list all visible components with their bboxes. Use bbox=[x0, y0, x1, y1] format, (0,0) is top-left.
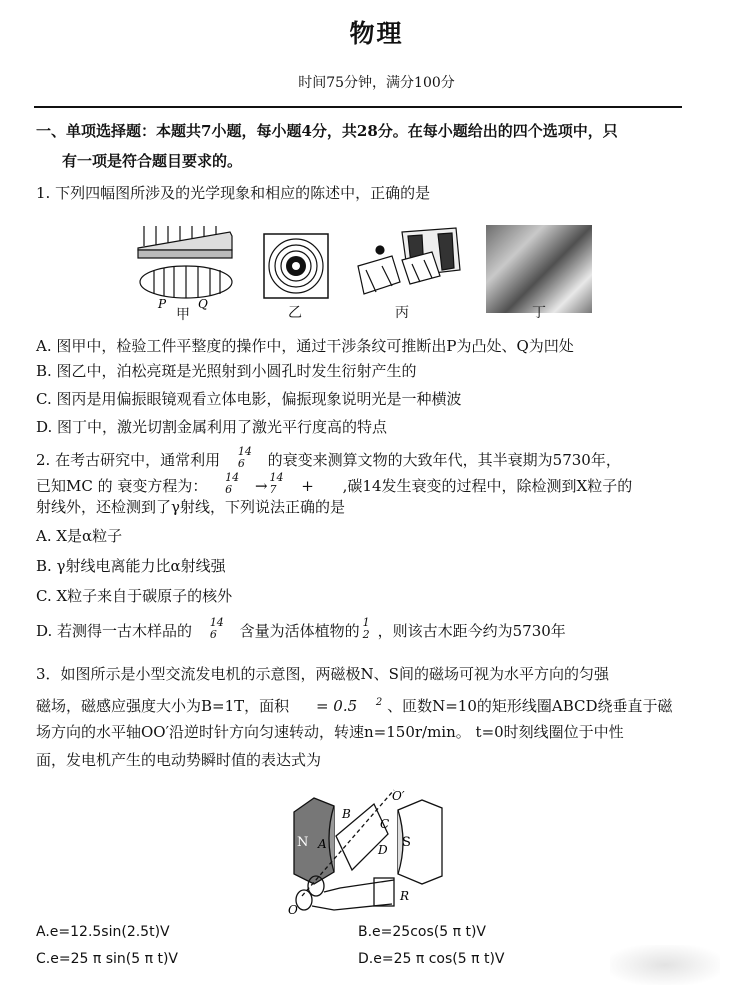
decay-product-symbol bbox=[269, 471, 284, 496]
q3-generator-figure bbox=[282, 788, 452, 920]
q3-line2-start: 磁场，磁感应强度大小为B=1T，面积 bbox=[36, 697, 290, 715]
q1-figure-ding-label: 丁 bbox=[532, 305, 546, 321]
q3-line1: 3．如图所示是小型交流发电机的示意图，两磁极N、S间的磁场可视为水平方向的匀强 bbox=[36, 665, 609, 683]
coil-c-label: C bbox=[380, 817, 390, 831]
q1-figure-bing-label: 丙 bbox=[395, 305, 409, 321]
coil-b-label: B bbox=[342, 807, 351, 821]
q1-figure-jia bbox=[134, 224, 238, 316]
section-heading-line1: 一、单项选择题：本题共7小题，每小题4分，共28分。在每小题给出的四个选项中，只 bbox=[36, 122, 618, 140]
carbon14-mass: 14 bbox=[237, 445, 252, 458]
decay-product-charge: 7 bbox=[269, 483, 277, 496]
resistor-r-label: R bbox=[400, 889, 410, 903]
q1-figure-ding-photo bbox=[486, 225, 592, 313]
carbon14-symbol bbox=[237, 445, 252, 470]
q2-line1-end: 的衰变来测算文物的大致年代，其半衰期为5730年， bbox=[267, 451, 621, 469]
coil-d-label: D bbox=[378, 843, 388, 857]
q3-option-c: C.e=25 π sin(5 π t)V bbox=[36, 951, 178, 967]
q2-line2-start: 已知MC 的 衰变方程为： bbox=[36, 477, 208, 495]
q1-option-c: C. 图丙是用偏振眼镜观看立体电影，偏振现象说明光是一种横波 bbox=[36, 390, 462, 408]
q2-option-d-end: ，则该古木距今约为5730年 bbox=[377, 622, 566, 640]
q1-figure-yi bbox=[263, 233, 329, 299]
q1-option-b: B. 图乙中，泊松亮斑是光照射到小圆孔时发生衍射产生的 bbox=[36, 362, 417, 380]
half-fraction bbox=[362, 616, 374, 641]
carbon14-d-mass: 14 bbox=[209, 616, 224, 629]
q3-line3: 场方向的水平轴OO′沿逆时针方向匀速转动，转速n=150r/min。 t=0时刻线圈位于中性 bbox=[36, 723, 624, 741]
decay-parent-charge: 6 bbox=[225, 483, 233, 496]
q1-figure-jia-label: 甲 bbox=[176, 307, 190, 323]
carbon14-symbol-d bbox=[209, 616, 224, 641]
decay-product-mass: 14 bbox=[269, 471, 284, 484]
decay-parent-symbol bbox=[224, 471, 240, 496]
q3-area-exponent: 2 bbox=[375, 697, 383, 708]
magnet-n-label: N bbox=[297, 835, 309, 850]
axis-o-prime-label: O′ bbox=[392, 789, 405, 803]
carbon14-d-charge: 6 bbox=[209, 628, 217, 641]
half-denominator: 2 bbox=[362, 628, 370, 641]
q3-option-a: A.e=12.5sin(2.5t)V bbox=[36, 924, 170, 940]
q2-line1 bbox=[36, 445, 621, 470]
q2-line2-end: ,碳14发生衰变的过程中，除检测到X粒子的 bbox=[342, 477, 633, 495]
scan-blur-overlay bbox=[610, 945, 720, 985]
q1-option-d: D. 图丁中，激光切割金属利用了激光平行度高的特点 bbox=[36, 418, 388, 436]
q1-stem: 1. 下列四幅图所涉及的光学现象和相应的陈述中，正确的是 bbox=[36, 184, 431, 202]
half-numerator: 1 bbox=[362, 616, 370, 629]
q3-line2 bbox=[36, 693, 673, 716]
header-divider bbox=[34, 106, 682, 108]
q2-line2 bbox=[36, 471, 632, 496]
q1-option-a: A. 图甲中，检验工件平整度的操作中，通过干涉条纹可推断出P为凸处、Q为凹处 bbox=[36, 337, 574, 355]
exam-duration-score: 时间75分钟，满分100分 bbox=[298, 75, 455, 91]
q2-line1-start: 2. 在考古研究中，通常利用 bbox=[36, 451, 221, 469]
q2-line3: 射线外，还检测到了γ射线，下列说法正确的是 bbox=[36, 498, 345, 516]
q3-line4: 面，发电机产生的电动势瞬时值的表达式为 bbox=[36, 751, 322, 769]
q3-option-b: B.e=25cos(5 π t)V bbox=[358, 924, 486, 940]
axis-o-label: O bbox=[288, 903, 298, 917]
q1-figure-bing bbox=[352, 226, 466, 302]
q2-option-d-start: D. 若测得一古木样品的 bbox=[36, 622, 193, 640]
q3-area-value: = 0.5 bbox=[315, 697, 358, 715]
page-title: 物理 bbox=[349, 19, 404, 48]
q2-option-b: B. γ射线电离能力比α射线强 bbox=[36, 557, 226, 575]
q1-figure-yi-label: 乙 bbox=[288, 305, 302, 321]
coil-a-label: A bbox=[318, 837, 327, 851]
decay-plus: + bbox=[301, 477, 314, 495]
q2-option-c: C. X粒子来自于碳原子的核外 bbox=[36, 587, 233, 605]
decay-parent-mass: 14 bbox=[225, 471, 240, 484]
q1-figure-letter-q: Q bbox=[198, 297, 208, 311]
q2-option-a: A. X是α粒子 bbox=[36, 527, 123, 545]
q2-option-d bbox=[36, 616, 566, 641]
q2-option-d-middle: 含量为活体植物的 bbox=[239, 622, 360, 640]
section-heading-line2: 有一项是符合题目要求的。 bbox=[62, 152, 243, 170]
carbon14-charge: 6 bbox=[237, 457, 245, 470]
q3-line2-end: 、匝数N=10的矩形线圈ABCD绕垂直于磁 bbox=[387, 697, 673, 715]
magnet-s-label: S bbox=[402, 835, 411, 850]
q3-option-d: D.e=25 π cos(5 π t)V bbox=[358, 951, 505, 967]
q1-figure-letter-p: P bbox=[158, 297, 167, 311]
decay-arrow: → bbox=[254, 477, 268, 495]
